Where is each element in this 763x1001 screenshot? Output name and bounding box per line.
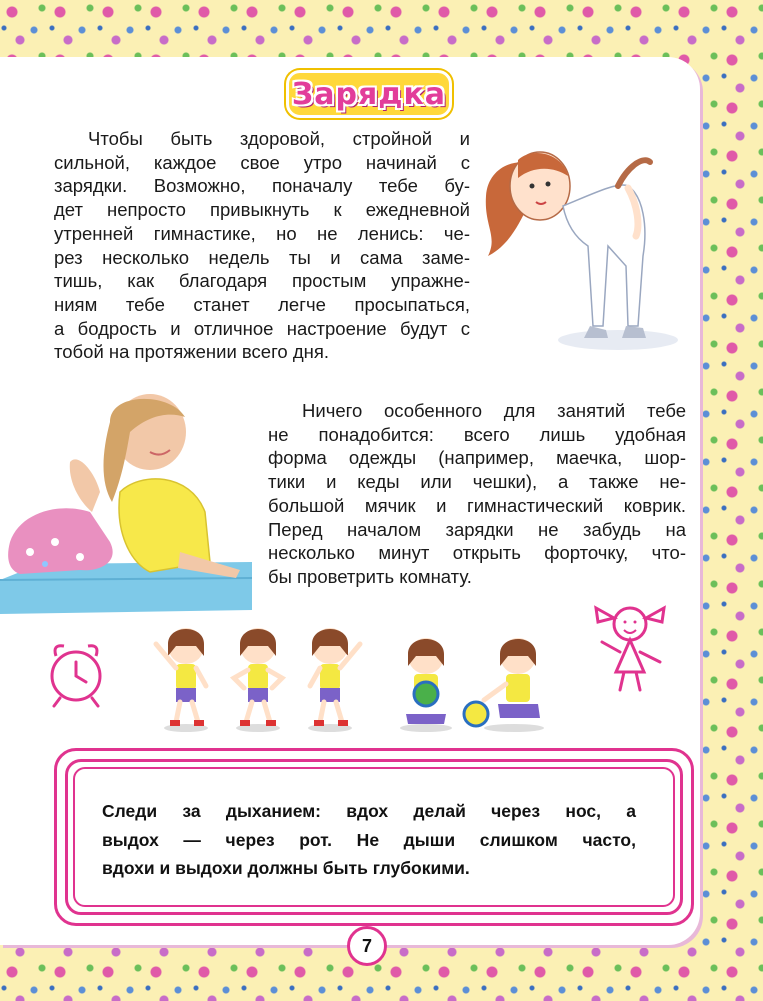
breathing-tip-text <box>102 797 636 883</box>
page-number: 7 <box>347 926 387 966</box>
text-line: а бодрость и отличное настроение будут с <box>54 317 470 339</box>
text-line: сильной, каждое свое утро начинай с <box>54 151 470 173</box>
alarm-clock-icon <box>44 636 108 708</box>
page-title: Зарядка <box>291 76 447 112</box>
title-badge <box>286 70 452 118</box>
girl-yoga-mat-illustration <box>0 392 254 616</box>
text-line: большой мячик и гимнастический коврик. <box>268 494 686 516</box>
text-line: ниям тебе станет легче просыпаться, <box>54 293 470 315</box>
kid-with-ball <box>400 638 452 732</box>
text-line: утренней гимнастике, но не ленись: че- <box>54 222 470 244</box>
girl-stretching-illustration <box>478 126 690 358</box>
text-line: дет непросто привыкнуть к ежедневной <box>54 199 470 221</box>
text-line: тики и кеды или чешки), а также не- <box>268 471 686 493</box>
text-line: Перед началом зарядки не забудь на <box>268 518 686 540</box>
text-line: выдох — через рот. Не дыши слишком часто, <box>102 829 636 850</box>
kid-figure <box>308 628 360 732</box>
text-line: бы проветрить комнату. <box>268 565 472 587</box>
paragraph-intro <box>54 127 470 364</box>
text-line: несколько минут открыть форточку, что- <box>268 542 686 564</box>
text-line: рез несколько недель ты и сама заме- <box>54 246 470 268</box>
text-line: форма одежды (например, маечка, шор- <box>268 447 686 469</box>
text-line: Следи за дыханием: вдох делай через нос, а <box>102 801 636 821</box>
kid-figure <box>156 628 208 732</box>
kids-exercising-illustration <box>148 616 558 734</box>
kid-figure <box>234 628 282 732</box>
kid-with-ball <box>464 638 544 732</box>
text-line: вдохи и выдохи должны быть глубокими. <box>102 858 470 878</box>
text-line: зарядки. Возможно, поначалу тебе бу- <box>54 175 470 197</box>
text-line: не понадобится: всего лишь удобная <box>268 423 686 445</box>
stick-girl-doodle <box>588 600 672 694</box>
text-line: тишь, как благодаря простым упражне- <box>54 270 470 292</box>
text-line: Чтобы быть здоровой, стройной и <box>88 128 470 149</box>
text-line: тобой на протяжении всего дня. <box>54 341 330 363</box>
text-line: Ничего особенного для занятий тебе <box>302 400 686 421</box>
paragraph-equipment <box>268 399 686 589</box>
